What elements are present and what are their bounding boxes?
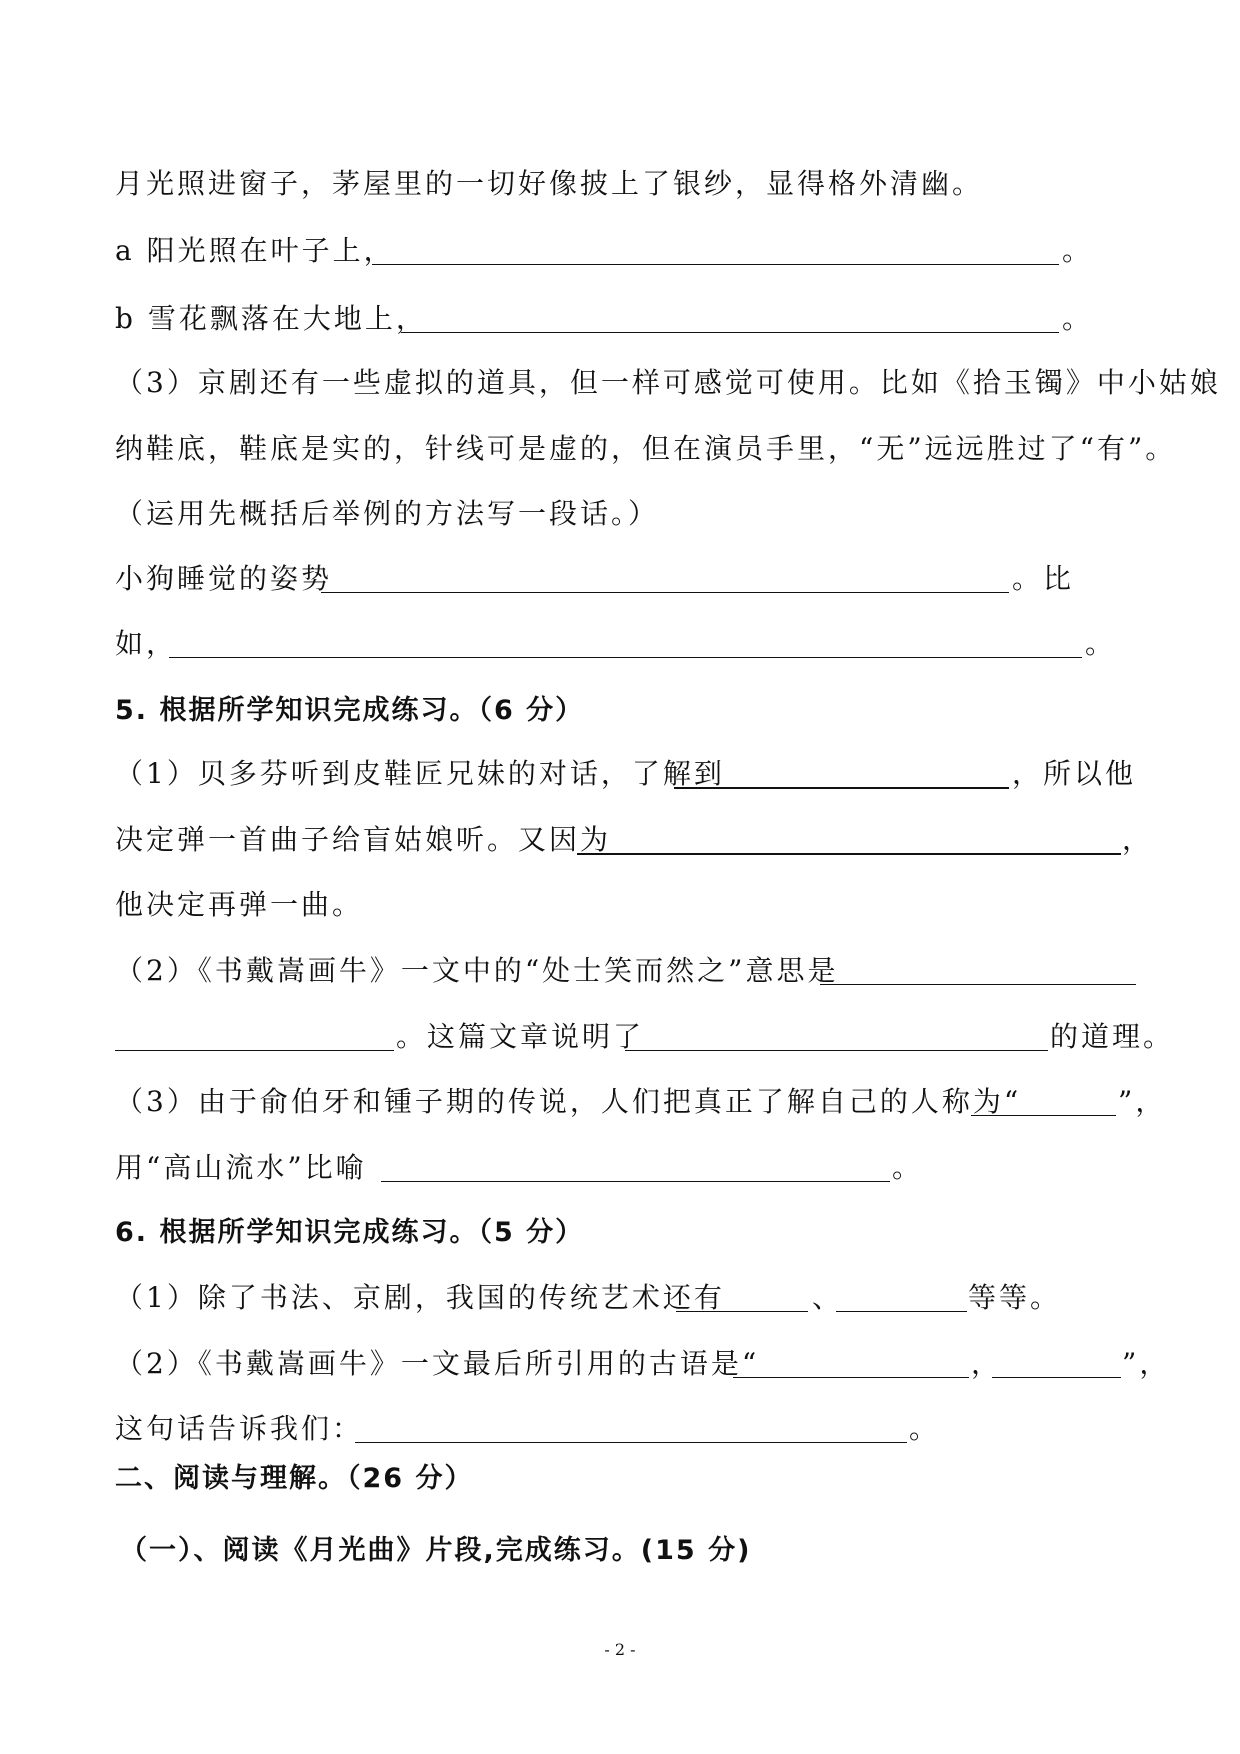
answer-blank[interactable] xyxy=(625,1050,1048,1051)
text: （3）京剧还有一些虚拟的道具，但一样可感觉可使用。比如《拾玉镯》中小姑娘 xyxy=(115,366,1221,399)
text: ”， xyxy=(1118,1085,1167,1118)
text: 纳鞋底，鞋底是实的，针线可是虚的，但在演员手里，“无”远远胜过了“有”。 xyxy=(115,432,1177,465)
answer-blank[interactable] xyxy=(577,853,1121,855)
text: 。比 xyxy=(1012,562,1075,595)
section-6-heading xyxy=(0,1213,1240,1253)
answer-blank[interactable] xyxy=(381,1181,890,1182)
answer-blank[interactable] xyxy=(401,332,1059,333)
reading-1-heading xyxy=(0,1531,1240,1571)
text: ， xyxy=(971,1347,1003,1380)
q5-2-line1 xyxy=(0,951,1240,991)
q5-2-line2 xyxy=(0,1017,1240,1057)
text: （2）《书戴嵩画牛》一文最后所引用的古语是“ xyxy=(115,1347,760,1380)
text: b 雪花飘落在大地上， xyxy=(115,302,427,335)
text: （2）《书戴嵩画牛》一文中的“处士笑而然之”意思是 xyxy=(115,954,839,987)
page-number: - 2 - xyxy=(604,1640,636,1659)
text: 。 xyxy=(1085,627,1117,660)
q6-2-line1 xyxy=(0,1344,1240,1384)
text: 。 xyxy=(1062,302,1094,335)
text: ”， xyxy=(1122,1347,1171,1380)
answer-blank[interactable] xyxy=(321,592,1009,593)
heading: 6. 根据所学知识完成练习。（5 分） xyxy=(115,1217,585,1248)
text: 这句话告诉我们： xyxy=(115,1412,364,1445)
text: 。这篇文章说明了 xyxy=(396,1020,645,1053)
question-3-line2 xyxy=(0,429,1240,469)
answer-blank[interactable] xyxy=(115,1050,394,1051)
q5-3-line2 xyxy=(0,1148,1240,1188)
heading: 二、阅读与理解。（26 分） xyxy=(115,1463,474,1494)
text: 。 xyxy=(892,1151,924,1184)
section-5-heading xyxy=(0,691,1240,731)
q5-1-line1 xyxy=(0,754,1240,794)
example-sentence xyxy=(0,164,1240,204)
q6-1 xyxy=(0,1278,1240,1318)
answer-blank[interactable] xyxy=(733,1377,969,1378)
answer-blank[interactable] xyxy=(169,657,1082,658)
text: 等等。 xyxy=(968,1281,1062,1314)
text: （1）贝多芬听到皮鞋匠兄妹的对话，了解到 xyxy=(115,757,725,790)
answer-blank[interactable] xyxy=(820,984,1136,985)
part-2-heading xyxy=(0,1459,1240,1499)
q5-1-line2 xyxy=(0,820,1240,860)
text: （3）由于俞伯牙和锺子期的传说，人们把真正了解自己的人称为“ xyxy=(115,1085,1022,1118)
heading: （一）、阅读《月光曲》片段,完成练习。(15 分) xyxy=(120,1535,752,1566)
question-b xyxy=(0,299,1240,339)
text: a 阳光照在叶子上， xyxy=(115,234,395,267)
text: 。 xyxy=(909,1412,941,1445)
text: ， xyxy=(1122,823,1154,856)
text: 月光照进窗子，茅屋里的一切好像披上了银纱，显得格外清幽。 xyxy=(115,167,984,200)
q5-3-line1 xyxy=(0,1082,1240,1122)
text: 、 xyxy=(812,1281,844,1314)
text: 决定弹一首曲子给盲姑娘听。又因为 xyxy=(115,823,612,856)
q6-2-line2 xyxy=(0,1409,1240,1449)
question-3-line1 xyxy=(0,363,1240,403)
q5-1-line3 xyxy=(0,885,1240,925)
answer-blank[interactable] xyxy=(355,1442,907,1443)
question-3-instruction xyxy=(0,494,1240,534)
text: 他决定再弹一曲。 xyxy=(115,888,364,921)
text: （1）除了书法、京剧，我国的传统艺术还有 xyxy=(115,1281,725,1314)
heading: 5. 根据所学知识完成练习。（6 分） xyxy=(115,695,585,726)
answer-blank[interactable] xyxy=(676,1311,808,1312)
answer-blank[interactable] xyxy=(971,1115,1116,1116)
text: 用“高山流水”比喻 xyxy=(115,1151,367,1184)
text: 小狗睡觉的姿势 xyxy=(115,562,333,595)
text: （运用先概括后举例的方法写一段话。） xyxy=(115,497,660,530)
answer-blank[interactable] xyxy=(836,1311,967,1312)
text: 。 xyxy=(1062,234,1094,267)
text: 如， xyxy=(115,627,178,660)
answer-blank[interactable] xyxy=(992,1377,1121,1378)
question-3-answer2 xyxy=(0,624,1240,664)
question-3-answer1 xyxy=(0,559,1240,599)
text: 的道理。 xyxy=(1050,1020,1175,1053)
answer-blank[interactable] xyxy=(674,787,1009,789)
text: ，所以他 xyxy=(1012,757,1137,790)
answer-blank[interactable] xyxy=(372,264,1059,265)
question-a xyxy=(0,231,1240,271)
